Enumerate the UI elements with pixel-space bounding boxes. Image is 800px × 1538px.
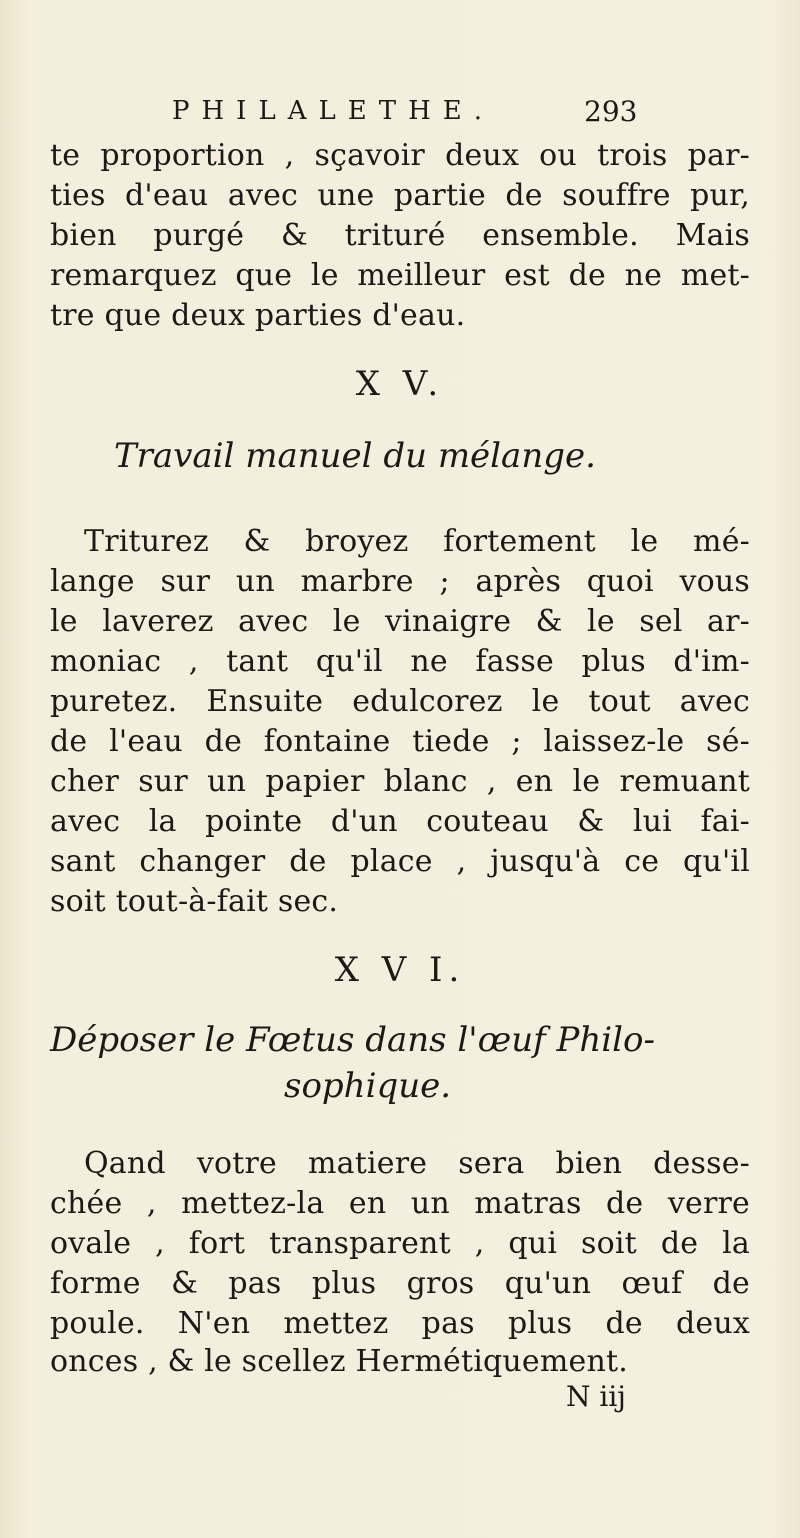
text-line: chée , mettez-la en un matras de verre — [50, 1186, 750, 1221]
text-line: cher sur un papier blanc , en le remuant — [50, 764, 750, 799]
section-title: Déposer le Fœtus dans l'œuf Philo- — [50, 1020, 656, 1060]
text-line: soit tout-à-fait sec. — [50, 884, 339, 919]
text-line: remarquez que le meilleur est de ne met- — [50, 258, 750, 293]
text-line: avec la pointe d'un couteau & lui fai- — [50, 804, 750, 839]
page-number: 293 — [584, 95, 638, 128]
text-line: te proportion , sçavoir deux ou trois par- — [50, 138, 750, 173]
text-line: tre que deux parties d'eau. — [50, 298, 466, 333]
text-line: bien purgé & trituré ensemble. Mais — [50, 218, 750, 253]
text-line: Triturez & broyez fortement le mé- — [84, 524, 750, 559]
text-line: Qand votre matiere sera bien desse- — [84, 1146, 750, 1181]
text-line: ovale , fort transparent , qui soit de la — [50, 1226, 750, 1261]
text-line: onces , & le scellez Hermétiquement. — [50, 1344, 629, 1379]
section-number: X V. — [355, 364, 445, 404]
text-line: sant changer de place , jusqu'à ce qu'il — [50, 844, 750, 879]
text-line: de l'eau de fontaine tiede ; laissez-le sé- — [50, 724, 750, 759]
section-number: X V I. — [334, 950, 466, 990]
text-line: forme & pas plus gros qu'un œuf de — [50, 1266, 750, 1301]
text-line: le laverez avec le vinaigre & le sel ar- — [50, 604, 750, 639]
text-line: puretez. Ensuite edulcorez le tout avec — [50, 684, 750, 719]
section-title-continued: sophique. — [284, 1066, 452, 1106]
text-line: lange sur un marbre ; après quoi vous — [50, 564, 750, 599]
signature-mark: N iij — [566, 1380, 626, 1413]
running-title: PHILALETHE. — [172, 96, 494, 126]
text-line: ties d'eau avec une partie de souffre pur, — [50, 178, 750, 213]
text-line: moniac , tant qu'il ne fasse plus d'im- — [50, 644, 750, 679]
section-title: Travail manuel du mélange. — [114, 436, 596, 476]
text-line: poule. N'en mettez pas plus de deux — [50, 1306, 750, 1341]
